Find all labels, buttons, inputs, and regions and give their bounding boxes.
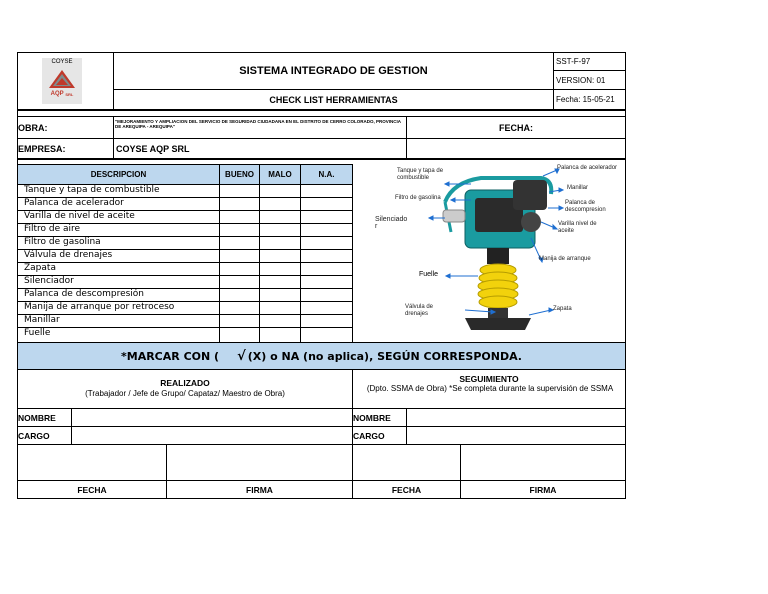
seguimiento-subtitle: (Dpto. SSMA de Obra) *Se completa durante la supervisión de SSMA — [366, 384, 614, 393]
obra-value: "MEJORAMIENTO Y AMPLIACION DEL SERVICIO DE SEGURIDAD CIUDADANA EN EL DISTRITO DE CERRO COLORADO, PROVINCIA DE AREQUIPA - AREQUIPA" — [115, 119, 401, 129]
logo-sub: AQP — [50, 91, 64, 97]
empresa-label: EMPRESA: — [17, 138, 114, 159]
label-filtro-gasolina: Filtro de gasolina — [395, 195, 441, 201]
doc-code: SST-F-97 — [553, 52, 626, 71]
empresa-value: COYSE AQP SRL — [113, 138, 407, 159]
table-col-line — [17, 185, 18, 343]
logo-triangle-icon — [42, 58, 82, 104]
seguimiento-header — [352, 369, 626, 409]
checklist-item: Varilla de nivel de aceite — [24, 211, 135, 221]
instruction-banner — [17, 342, 626, 370]
table-row-line — [17, 262, 353, 263]
label-acelerador: Palanca de acelerador — [557, 165, 618, 171]
doc-date: Fecha: 15-05-21 — [553, 89, 626, 110]
checklist-title: CHECK LIST HERRAMIENTAS — [113, 89, 554, 110]
firma-box-right[interactable] — [460, 444, 626, 481]
table-row-line — [17, 327, 353, 328]
checklist-item: Fuelle — [24, 328, 51, 338]
fecha-label-left: FECHA — [17, 480, 167, 499]
seguimiento-title: SEGUIMIENTO — [459, 374, 519, 384]
label-tanque: Tanque y tapa de combustible — [397, 168, 444, 181]
system-title: SISTEMA INTEGRADO DE GESTION — [113, 52, 554, 90]
label-valvula: Válvula de drenajes — [405, 304, 434, 317]
nombre-field-left[interactable] — [71, 408, 353, 427]
checklist-item: Manija de arranque por retroceso — [24, 302, 175, 312]
label-varilla: Varilla nivel de aceite — [558, 221, 597, 234]
obra-label: OBRA: — [17, 116, 114, 139]
cargo-label-left: CARGO — [17, 426, 72, 445]
banner-pre: *MARCAR CON ( — [121, 349, 220, 363]
realizado-header — [17, 369, 353, 409]
obra-value-cell — [113, 116, 407, 139]
banner-post: (X) o NA (no aplica), SEGÚN CORRESPONDA. — [247, 349, 522, 363]
label-fuelle: Fuelle — [419, 271, 439, 278]
label-descompresion: Palanca de descompresion — [565, 200, 606, 213]
checklist-item: Palanca de descompresión — [24, 289, 145, 299]
fecha-box-right[interactable] — [352, 444, 461, 481]
doc-version: VERSION: 01 — [553, 70, 626, 90]
nombre-field-right[interactable] — [406, 408, 626, 427]
checklist-item: Tanque y tapa de combustible — [24, 185, 160, 195]
firma-label-right: FIRMA — [460, 480, 626, 499]
col-header-na: N.A. — [300, 164, 353, 185]
label-manija: Manija de arranque — [539, 256, 591, 262]
realizado-title: REALIZADO — [160, 378, 210, 388]
check-mark-icon: √ — [237, 348, 246, 364]
checklist-item: Palanca de acelerador — [24, 198, 124, 208]
firma-box-left[interactable] — [166, 444, 353, 481]
col-header-bueno: BUENO — [219, 164, 260, 185]
fecha-label: FECHA: — [406, 116, 626, 139]
fecha-box-left[interactable] — [17, 444, 167, 481]
checklist-item: Válvula de drenajes — [24, 250, 113, 260]
label-manillar: Manillar — [567, 185, 589, 191]
checklist-item: Filtro de aire — [24, 224, 81, 234]
cargo-field-left[interactable] — [71, 426, 353, 445]
checklist-item: Manillar — [24, 315, 60, 325]
label-zapata: Zapata — [553, 306, 572, 312]
table-row-line — [17, 314, 353, 315]
empresa-extra-cell — [406, 138, 626, 159]
table-col-line — [300, 185, 301, 343]
table-col-line — [259, 185, 260, 343]
cargo-label-right: CARGO — [352, 426, 407, 445]
checklist-item: Zapata — [24, 263, 56, 273]
nombre-label-right: NOMBRE — [352, 408, 407, 427]
checklist-item: Filtro de gasolina — [24, 237, 101, 247]
table-col-line — [219, 185, 220, 343]
logo-text: COYSE — [51, 59, 73, 65]
company-logo — [42, 58, 82, 104]
firma-label-left: FIRMA — [166, 480, 353, 499]
col-header-malo: MALO — [259, 164, 301, 185]
logo-suffix: SRL — [65, 91, 74, 97]
cargo-field-right[interactable] — [406, 426, 626, 445]
fecha-label-right: FECHA — [352, 480, 461, 499]
tamping-rammer-diagram — [353, 160, 626, 343]
label-silenciador: Silenciado r — [375, 216, 408, 230]
nombre-label-left: NOMBRE — [17, 408, 72, 427]
checklist-item: Silenciador — [24, 276, 74, 286]
col-header-descripcion: DESCRIPCION — [17, 164, 220, 185]
realizado-subtitle: (Trabajador / Jefe de Grupo/ Capataz/ Maestro de Obra) — [85, 389, 285, 398]
